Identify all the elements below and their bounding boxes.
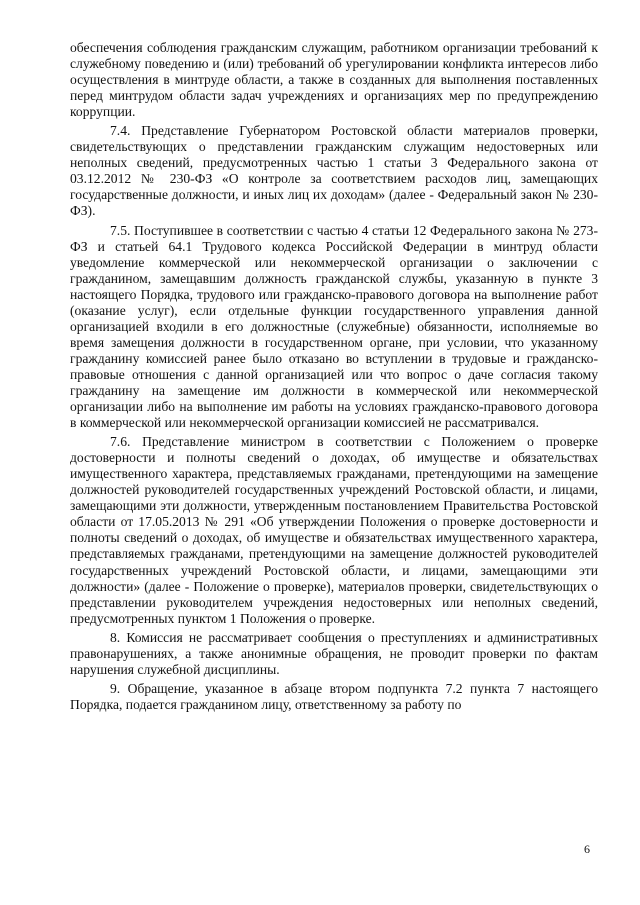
- paragraph-continuation: обеспечения соблюдения гражданским служащим, работником организации требований к служебному поведению и (или) требований об урегулировании конфликта интересов либо осуществления в минтруде области, а также в созданных для выполнения поставленных перед минтрудом области задач учреждениях и организациях мер по предупреждению коррупции.: [70, 40, 598, 120]
- paragraph-7-5: 7.5. Поступившее в соответствии с частью 4 статьи 12 Федерального закона № 273-ФЗ и статьей 64.1 Трудового кодекса Российской Федерации в минтруд области уведомление коммерческой или некоммерческой организации о заключении с гражданином, замещавшим должность гражданской службы, указанную в пункте 3 настоящего Порядка, трудового или гражданско-правового договора на выполнение работ (оказание услуг), если отдельные функции государственного управления данной организацией входили в его должностные (служебные) обязанности, исполняемые во время замещения должности в государственном органе, при условии, что указанному гражданину комиссией ранее было отказано во вступлении в трудовые и гражданско-правовые отношения с данной организацией или что вопрос о даче согласия такому гражданину на замещение им должности в коммерческой или некоммерческой организации либо на выполнение им работы на условиях гражданско-правового договора в коммерческой или некоммерческой организации комиссией не рассматривался.: [70, 222, 598, 431]
- paragraph-8: 8. Комиссия не рассматривает сообщения о преступлениях и административных правонарушениях, а также анонимные обращения, не проводит проверки по фактам нарушения служебной дисциплины.: [70, 629, 598, 677]
- paragraph-7-4: 7.4. Представление Губернатором Ростовской области материалов проверки, свидетельствующих о представлении гражданским служащим недостоверных или неполных сведений, предусмотренных частью 1 статьи 3 Федерального закона от 03.12.2012 № 230-ФЗ «О контроле за соответствием расходов лиц, замещающих государственные должности, и иных лиц их доходам» (далее - Федеральный закон № 230-ФЗ).: [70, 123, 598, 219]
- page-number: 6: [584, 842, 590, 856]
- paragraph-9: 9. Обращение, указанное в абзаце втором подпункта 7.2 пункта 7 настоящего Порядка, подается гражданином лицу, ответственному за работу по: [70, 680, 598, 712]
- document-body: [70, 40, 598, 716]
- paragraph-7-6: 7.6. Представление министром в соответствии с Положением о проверке достоверности и полноты сведений о доходах, об имуществе и обязательствах имущественного характера, представляемых гражданами, претендующими на замещение должностей руководителей государственных учреждений Ростовской области, и лицами, замещающими эти должности, утвержденным постановлением Правительства Ростовской области от 17.05.2013 № 291 «Об утверждении Положения о проверке достоверности и полноты сведений о доходах, об имуществе и обязательствах имущественного характера, представляемых гражданами, претендующими на замещение должностей руководителей государственных учреждений Ростовской области, и лицами, замещающими эти должности» (далее - Положение о проверке), материалов проверки, свидетельствующих о представлении руководителем учреждения недостоверных или неполных сведений, предусмотренных пунктом 1 Положения о проверке.: [70, 434, 598, 626]
